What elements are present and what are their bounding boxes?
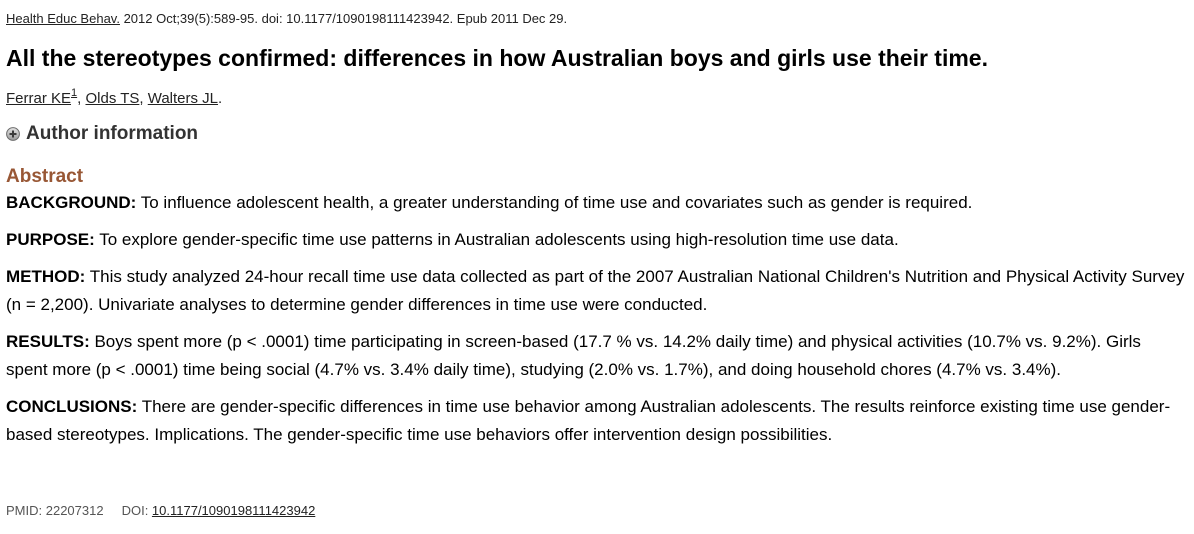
abstract-heading: Abstract — [6, 166, 84, 187]
author-link-olds[interactable]: Olds TS — [85, 90, 140, 107]
abstract-method — [6, 263, 1186, 319]
affiliation-link[interactable]: 1 — [71, 87, 78, 99]
author-separator: , — [139, 90, 148, 107]
journal-link[interactable]: Health Educ Behav. — [6, 11, 120, 26]
pmid-label: PMID: — [6, 503, 46, 518]
citation-details: 2012 Oct;39(5):589-95. doi: 10.1177/1090198111423942. Epub 2011 Dec 29. — [119, 11, 568, 26]
article-identifiers — [6, 503, 315, 519]
author-list-end: . — [218, 90, 223, 107]
abstract-background — [6, 189, 1186, 217]
article-title: All the stereotypes confirmed: differences in how Australian boys and girls use their time. — [6, 45, 988, 71]
section-text: There are gender-specific differences in time use behavior among Australian adolescents. The results reinforce existing time use gender-based stereotypes. Implications. The gender-specific time use behaviors offer intervention design possibilities. — [6, 397, 1171, 444]
section-text: This study analyzed 24-hour recall time use data collected as part of the 2007 Australian National Children's Nutrition and Physical Activity Survey (n = 2,200). Univariate analyses to determine gender differences in time use were conducted. — [6, 267, 1185, 314]
section-text: To explore gender-specific time use patterns in Australian adolescents using high-resolution time use data. — [94, 230, 899, 249]
section-label: METHOD: — [6, 267, 86, 286]
author-separator: , — [77, 90, 86, 107]
abstract-conclusions — [6, 393, 1186, 449]
plus-expand-icon[interactable] — [6, 127, 20, 141]
abstract-body — [6, 189, 1186, 458]
doi-label: DOI: — [121, 503, 152, 518]
author-link-ferrar[interactable]: Ferrar KE — [6, 90, 72, 107]
section-label: PURPOSE: — [6, 230, 95, 249]
section-label: RESULTS: — [6, 332, 90, 351]
doi-link[interactable]: 10.1177/1090198111423942 — [151, 503, 316, 518]
author-list — [6, 88, 222, 110]
abstract-purpose — [6, 226, 1186, 254]
pmid-value: 22207312 — [45, 503, 104, 518]
citation-line — [6, 11, 567, 27]
section-text: To influence adolescent health, a greater understanding of time use and covariates such as gender is required. — [136, 193, 973, 212]
section-label: BACKGROUND: — [6, 193, 137, 212]
author-information-toggle[interactable] — [6, 122, 198, 146]
section-text: Boys spent more (p < .0001) time participating in screen-based (17.7 % vs. 14.2% daily time) and physical activities (10.7% vs. 9.2%). Girls spent more (p < .0001) time being social (4.7% vs. 3.4% daily time), studying (2.0% vs. 1.7%), and doing household chores (4.7% vs. 3.4%). — [6, 332, 1141, 379]
section-label: CONCLUSIONS: — [6, 397, 138, 416]
author-information-label: Author information — [26, 123, 199, 144]
author-link-walters[interactable]: Walters JL — [147, 90, 219, 107]
abstract-results — [6, 328, 1186, 384]
